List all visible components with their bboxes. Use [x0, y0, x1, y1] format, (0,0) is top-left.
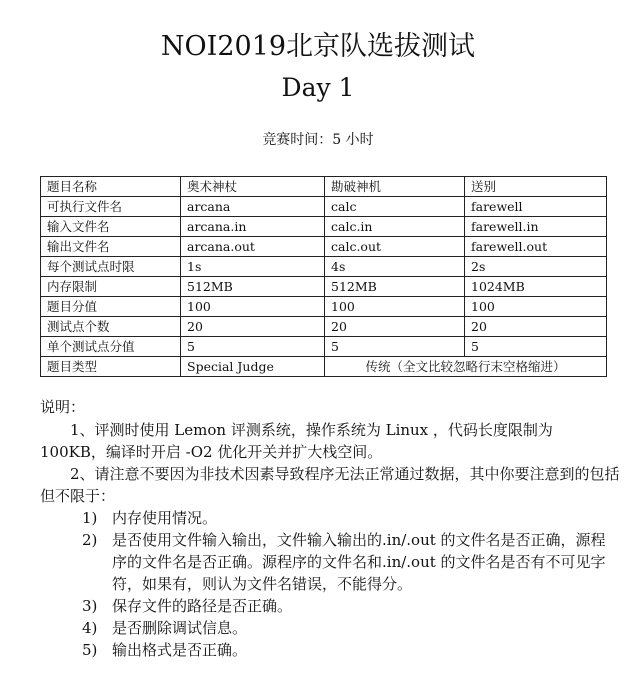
table-cell: farewell.in: [465, 217, 607, 237]
problem-info-table: [40, 176, 607, 377]
notes-label: 说明：: [40, 398, 86, 416]
table-row: [41, 257, 607, 277]
table-row: [41, 237, 607, 257]
list-item-text: 输出格式是否正确。: [112, 641, 248, 659]
table-cell: 5: [325, 337, 465, 357]
list-item: [40, 617, 620, 639]
notes-paragraph-2: 2、请注意不要因为非技术因素导致程序无法正常通过数据，其中你要注意到的包括但不限于：: [40, 465, 620, 505]
table-cell: 5: [465, 337, 607, 357]
table-cell: 100: [325, 297, 465, 317]
table-row: [41, 297, 607, 317]
list-item-number: 2): [82, 531, 98, 549]
table-cell: 1024MB: [465, 277, 607, 297]
table-row-label: 测试点个数: [41, 317, 181, 337]
table-row-label: 可执行文件名: [41, 197, 181, 217]
contest-duration: 竞赛时间：5 小时: [262, 132, 374, 148]
table-header-row: [41, 177, 607, 197]
list-item-number: 5): [82, 641, 98, 659]
table-cell-merged: 传统（全文比较忽略行末空格缩进）: [325, 357, 607, 377]
document-subtitle: Day 1: [281, 73, 355, 102]
table-row-label: 输出文件名: [41, 237, 181, 257]
table-row-label: 题目类型: [41, 357, 181, 377]
table-row-label: 每个测试点时限: [41, 257, 181, 277]
table-cell: 512MB: [325, 277, 465, 297]
table-cell: 5: [181, 337, 325, 357]
table-cell: calc.in: [325, 217, 465, 237]
table-cell: 20: [465, 317, 607, 337]
document-title: NOI2019北京队选拔测试: [160, 31, 476, 62]
table-cell: 2s: [465, 257, 607, 277]
table-header-cell: 送别: [465, 177, 607, 197]
list-item-number: 4): [82, 619, 98, 637]
list-item: [40, 529, 620, 595]
list-item-text: 是否删除调试信息。: [112, 619, 248, 637]
table-header-cell: 勘破神机: [325, 177, 465, 197]
list-item-number: 3): [82, 597, 98, 615]
table-header-cell: 奥术神杖: [181, 177, 325, 197]
table-row-label: 内存限制: [41, 277, 181, 297]
table-row: [41, 317, 607, 337]
table-row-label: 题目分值: [41, 297, 181, 317]
notes-checklist: [40, 507, 620, 661]
list-item: [40, 507, 620, 529]
table-row: [41, 217, 607, 237]
table-cell: arcana.out: [181, 237, 325, 257]
table-cell: 4s: [325, 257, 465, 277]
table-cell: 20: [325, 317, 465, 337]
notes-paragraph-1: 1、评测时使用 Lemon 评测系统，操作系统为 Linux ，代码长度限制为 100KB，编译时开启 -O2 优化开关并扩大栈空间。: [40, 421, 553, 461]
table-cell: 20: [181, 317, 325, 337]
list-item-text: 保存文件的路径是否正确。: [112, 597, 293, 615]
table-cell: arcana: [181, 197, 325, 217]
notes-section: [40, 396, 620, 661]
list-item: [40, 595, 620, 617]
table-cell: farewell.out: [465, 237, 607, 257]
table-cell: arcana.in: [181, 217, 325, 237]
table-row-label: 单个测试点分值: [41, 337, 181, 357]
table-cell: 100: [465, 297, 607, 317]
list-item: [40, 639, 620, 661]
table-row: [41, 337, 607, 357]
table-row-problem-type: [41, 357, 607, 377]
table-header-cell: 题目名称: [41, 177, 181, 197]
table-cell: 100: [181, 297, 325, 317]
table-cell: farewell: [465, 197, 607, 217]
table-cell: Special Judge: [181, 357, 325, 377]
list-item-text: 是否使用文件输入输出，文件输入输出的.in/.out 的文件名是否正确，源程序的文件名是否正确。源程序的文件名和.in/.out 的文件名是否有不可见字符，如果有，则认为文件名错误，不能得分。: [112, 531, 606, 593]
table-row-label: 输入文件名: [41, 217, 181, 237]
table-cell: 1s: [181, 257, 325, 277]
table-row: [41, 197, 607, 217]
list-item-number: 1): [82, 509, 98, 527]
list-item-text: 内存使用情况。: [112, 509, 218, 527]
table-cell: 512MB: [181, 277, 325, 297]
table-row: [41, 277, 607, 297]
table-cell: calc.out: [325, 237, 465, 257]
table-cell: calc: [325, 197, 465, 217]
